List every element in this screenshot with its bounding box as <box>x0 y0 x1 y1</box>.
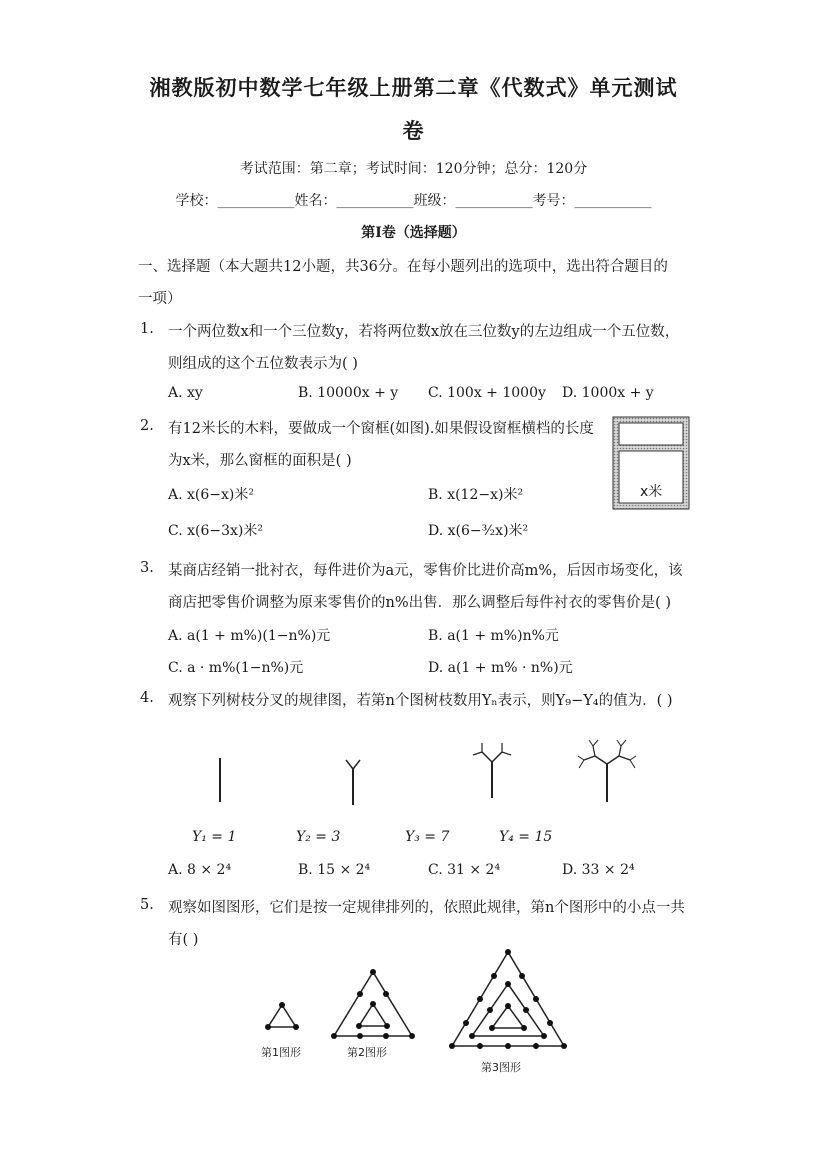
question-4-option-b[interactable]: B. 15 × 2⁴ <box>298 862 371 878</box>
question-1-option-c[interactable]: C. 100x + 1000y <box>428 385 546 401</box>
volume-title: 第I卷（选择题） <box>361 225 466 241</box>
question-3-text-line2: 商店把零售价调整为原来零售价的n%出售．那么调整后每件衬衣的零售价是( ) <box>168 595 672 611</box>
question-4-option-a[interactable]: A. 8 × 2⁴ <box>168 862 232 878</box>
question-4-option-d[interactable]: D. 33 × 2⁴ <box>562 862 635 878</box>
question-3-option-b[interactable]: B. a(1 + m%)n%元 <box>428 628 559 644</box>
tree-label-1: Y₁ = 1 <box>192 829 237 845</box>
question-2-option-c[interactable]: C. x(6−3x)米² <box>168 523 263 539</box>
question-1-option-d[interactable]: D. 1000x + y <box>562 385 654 401</box>
dot-figure-1-caption: 第1图形 <box>261 1046 301 1059</box>
question-5-number: 5. <box>140 897 154 913</box>
tree-figure-3 <box>470 740 514 800</box>
dot-figure-3 <box>446 946 570 1054</box>
student-info: 学校：___________姓名：___________班级：___________考号：___________ <box>175 193 652 209</box>
tree-label-4: Y₄ = 15 <box>499 829 553 845</box>
question-4-option-c[interactable]: C. 31 × 2⁴ <box>428 862 501 878</box>
dot-figure-2 <box>330 968 416 1040</box>
question-3-option-c[interactable]: C. a · m%(1−n%)元 <box>168 660 304 676</box>
question-1-option-b[interactable]: B. 10000x + y <box>298 385 399 401</box>
question-3-number: 3. <box>140 560 154 576</box>
window-frame-label: x米 <box>640 484 663 500</box>
tree-figure-4 <box>575 738 639 804</box>
question-2-text-line2: 为x米，那么窗框的面积是( ) <box>168 453 352 469</box>
page-title-line2: 卷 <box>402 119 425 143</box>
question-2-text: 有12米长的木料，要做成一个窗框(如图).如果假设窗框横档的长度 <box>168 421 594 437</box>
question-4-number: 4. <box>140 690 154 706</box>
question-3-text: 某商店经销一批衬衣，每件进价为a元，零售价比进价高m%，后因市场变化，该 <box>168 563 683 579</box>
dot-figure-3-caption: 第3图形 <box>481 1061 521 1074</box>
exam-info: 考试范围：第二章；考试时间：120分钟；总分：120分 <box>239 161 588 177</box>
question-4-text: 观察下列树枝分叉的规律图，若第n个图树枝数用Yₙ表示，则Y₉−Y₄的值为．( ) <box>168 693 673 709</box>
tree-label-3: Y₃ = 7 <box>405 829 450 845</box>
question-2-number: 2. <box>140 418 154 434</box>
part1-heading-line2: 一项） <box>138 291 182 307</box>
question-3-option-a[interactable]: A. a(1 + m%)(1−n%)元 <box>168 628 331 644</box>
part1-heading: 一、选择题（本大题共12小题，共36分。在每小题列出的选项中，选出符合题目的 <box>138 259 668 275</box>
question-2-option-a[interactable]: A. x(6−x)米² <box>168 487 254 503</box>
dot-figure-1 <box>262 1000 302 1032</box>
question-1-text-line2: 则组成的这个五位数表示为( ) <box>168 356 358 372</box>
question-2-option-b[interactable]: B. x(12−x)米² <box>428 487 524 503</box>
question-3-option-d[interactable]: D. a(1 + m% · n%)元 <box>428 660 573 676</box>
question-1-text: 一个两位数x和一个三位数y，若将两位数x放在三位数y的左边组成一个五位数， <box>168 324 680 340</box>
question-2-option-d[interactable]: D. x(6−³⁄₂x)米² <box>428 523 529 539</box>
question-5-text-line2: 有( ) <box>168 932 199 948</box>
tree-figure-2 <box>340 755 366 807</box>
tree-label-2: Y₂ = 3 <box>296 829 341 845</box>
question-5-text: 观察如图图形，它们是按一定规律排列的，依照此规律，第n个图形中的小点一共 <box>168 900 685 916</box>
question-1-number: 1. <box>140 321 154 337</box>
dot-figure-2-caption: 第2图形 <box>347 1046 387 1059</box>
question-1-option-a[interactable]: A. xy <box>168 385 203 401</box>
page-title: 湘教版初中数学七年级上册第二章《代数式》单元测试 <box>149 76 678 100</box>
tree-figure-1 <box>210 755 230 805</box>
